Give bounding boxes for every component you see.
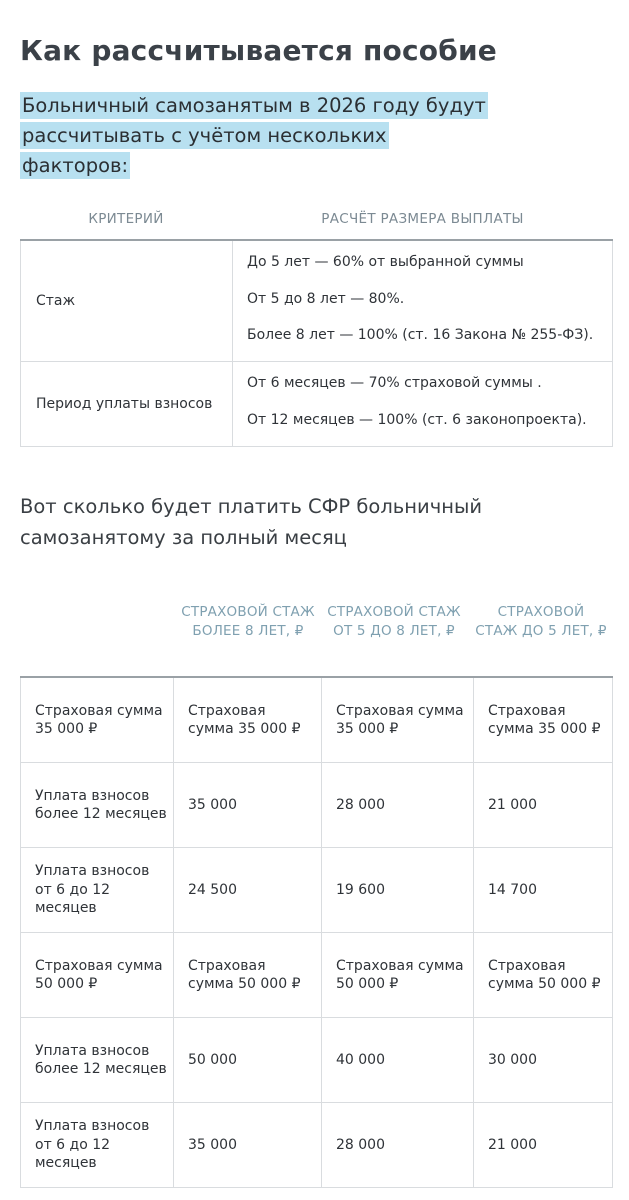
row-label-cell: Уплата взносов от 6 до 12 месяцев	[21, 848, 174, 932]
table-cell: Страховая сумма 50 000 ₽	[322, 933, 474, 1017]
highlighted-text: Больничный самозанятым в 2026 году будут рассчитывать с учётом нескольких факторов:	[22, 94, 486, 177]
table-cell: 35 000	[174, 763, 322, 847]
payments-table-header	[20, 603, 613, 673]
column-header-5-to-8-years: СТРАХОВОЙ СТАЖ ОТ 5 ДО 8 ЛЕТ, ₽	[327, 604, 461, 639]
table-row	[20, 1018, 613, 1103]
table-cell: 28 000	[322, 1103, 474, 1187]
calculation-line: От 5 до 8 лет — 80%.	[247, 290, 405, 307]
table-cell: 14 700	[488, 881, 537, 898]
page-title: Как рассчитывается пособие	[20, 34, 497, 67]
table-cell: 21 000	[488, 796, 537, 813]
table-row	[20, 848, 613, 933]
table-row	[20, 362, 613, 447]
section-subheading: Вот сколько будет платить СФР больничный самозанятому за полный месяц	[20, 495, 483, 549]
table-cell: Страховая сумма 35 000 ₽	[488, 702, 601, 737]
column-header-over-8-years: СТРАХОВОЙ СТАЖ БОЛЕЕ 8 ЛЕТ, ₽	[181, 604, 315, 639]
table-cell: 35 000	[174, 1103, 322, 1187]
column-header-calculation: РАСЧЁТ РАЗМЕРА ВЫПЛАТЫ	[321, 211, 524, 227]
criteria-table-header	[20, 199, 613, 239]
column-header-under-5-years: СТРАХОВОЙ СТАЖ ДО 5 ЛЕТ, ₽	[475, 604, 607, 639]
table-cell: Страховая сумма 35 000 ₽	[174, 678, 322, 762]
row-label-cell: Уплата взносов более 12 месяцев	[21, 1018, 174, 1102]
calculation-cell	[233, 362, 612, 446]
table-cell: 30 000	[488, 1051, 537, 1068]
table-cell: Страховая сумма 50 000 ₽	[488, 957, 601, 992]
criteria-table	[20, 239, 613, 447]
table-cell: Страховая сумма 35 000 ₽	[322, 678, 474, 762]
lead-paragraph	[20, 91, 490, 181]
criterion-cell: Период уплаты взносов	[21, 362, 233, 446]
table-row	[20, 241, 613, 362]
row-label-cell: Страховая сумма 35 000 ₽	[21, 678, 174, 762]
table-row	[20, 1103, 613, 1188]
table-cell: 40 000	[322, 1018, 474, 1102]
calculation-line: До 5 лет — 60% от выбранной суммы	[247, 254, 524, 270]
calculation-cell	[233, 241, 612, 361]
criterion-cell: Стаж	[21, 241, 233, 361]
table-row	[20, 933, 613, 1018]
calculation-line: Более 8 лет — 100% (ст. 16 Закона № 255-ФЗ).	[247, 327, 594, 343]
row-label-cell: Уплата взносов более 12 месяцев	[21, 763, 174, 847]
table-cell: 24 500	[174, 848, 322, 932]
table-cell: 50 000	[174, 1018, 322, 1102]
table-row	[20, 763, 613, 848]
column-header-criterion: КРИТЕРИЙ	[88, 211, 164, 227]
calculation-line: От 12 месяцев — 100% (ст. 6 законопроекта).	[247, 411, 587, 428]
payments-table	[20, 676, 613, 1188]
table-cell: Страховая сумма 50 000 ₽	[174, 933, 322, 1017]
table-cell: 21 000	[488, 1136, 537, 1153]
table-cell: 28 000	[322, 763, 474, 847]
row-label-cell: Страховая сумма 50 000 ₽	[21, 933, 174, 1017]
calculation-line: От 6 месяцев — 70% страховой суммы .	[247, 375, 542, 391]
table-cell: 19 600	[322, 848, 474, 932]
row-label-cell: Уплата взносов от 6 до 12 месяцев	[21, 1103, 174, 1187]
table-row	[20, 678, 613, 763]
